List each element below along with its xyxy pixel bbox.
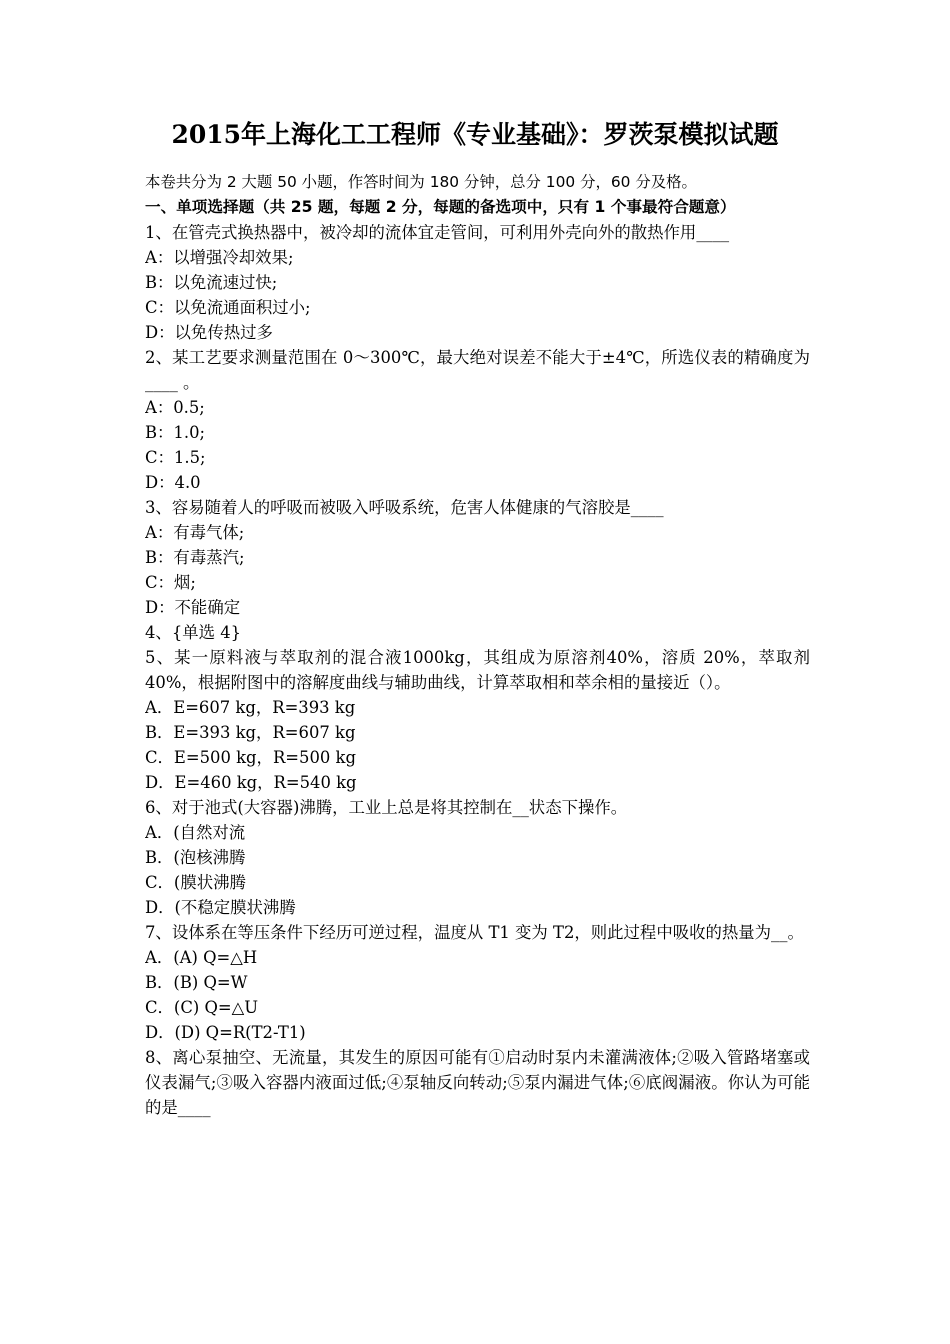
answer-option: C：1.5; <box>145 448 206 467</box>
answer-option: C．(膜状沸腾 <box>145 873 246 892</box>
answer-option: D：不能确定 <box>145 598 241 617</box>
answer-option: D：以免传热过多 <box>145 323 273 342</box>
answer-option: B．(泡核沸腾 <box>145 848 246 867</box>
page-title: 2015年上海化工工程师《专业基础》：罗茨泵模拟试题 <box>171 120 779 149</box>
answer-option: A：0.5; <box>145 398 205 417</box>
answer-option: A：以增强冷却效果; <box>145 248 294 267</box>
question-stem: 7、设体系在等压条件下经历可逆过程，温度从 T1 变为 T2，则此过程中吸收的热量为__。 <box>145 923 804 942</box>
answer-option: B：有毒蒸汽; <box>145 548 245 567</box>
question-stem: 2、某工艺要求测量范围在 0～300℃，最大绝对误差不能大于±4℃，所选仪表的精确度为____ 。 <box>145 348 810 392</box>
section-heading: 一、单项选择题（共 25 题，每题 2 分，每题的备选项中，只有 1 个事最符合题意） <box>145 198 736 216</box>
answer-option: D．E=460 kg，R=540 kg <box>145 773 357 792</box>
answer-option: B：1.0; <box>145 423 206 442</box>
answer-option: C：烟; <box>145 573 196 592</box>
answer-option: A．(A) Q=△H <box>145 948 258 967</box>
question-stem: 4、{单选 4} <box>145 623 242 642</box>
question-stem: 6、对于池式(大容器)沸腾，工业上总是将其控制在__状态下操作。 <box>145 798 628 817</box>
answer-option: C．(C) Q=△U <box>145 998 259 1017</box>
answer-option: B．E=393 kg，R=607 kg <box>145 723 356 742</box>
document-body <box>145 170 810 1120</box>
answer-option: B．(B) Q=W <box>145 973 248 992</box>
answer-option: D：4.0 <box>145 473 201 492</box>
exam-intro: 本卷共分为 2 大题 50 小题，作答时间为 180 分钟，总分 100 分，60 分及格。 <box>145 173 697 191</box>
answer-option: B：以免流速过快; <box>145 273 278 292</box>
answer-option: A：有毒气体; <box>145 523 245 542</box>
answer-option: A．(自然对流 <box>145 823 246 842</box>
question-stem: 8、离心泵抽空、无流量，其发生的原因可能有①启动时泵内未灌满液体;②吸入管路堵塞或仪表漏气;③吸入容器内液面过低;④泵轴反向转动;⑤泵内漏进气体;⑥底阀漏液。你认为可能的是____ <box>145 1048 810 1117</box>
answer-option: C：以免流通面积过小; <box>145 298 311 317</box>
question-stem: 3、容易随着人的呼吸而被吸入呼吸系统，危害人体健康的气溶胶是____ <box>145 498 664 517</box>
answer-option: C．E=500 kg，R=500 kg <box>145 748 356 767</box>
answer-option: D．(D) Q=R(T2-T1) <box>145 1023 306 1042</box>
question-stem: 1、在管壳式换热器中，被冷却的流体宜走管间，可利用外壳向外的散热作用____ <box>145 223 730 242</box>
answer-option: D．(不稳定膜状沸腾 <box>145 898 296 917</box>
answer-option: A．E=607 kg，R=393 kg <box>145 698 356 717</box>
question-stem: 5、某一原料液与萃取剂的混合液1000kg，其组成为原溶剂40%，溶质 20%，萃取剂 40%，根据附图中的溶解度曲线与辅助曲线，计算萃取相和萃余相的量接近（）。 <box>145 648 810 692</box>
